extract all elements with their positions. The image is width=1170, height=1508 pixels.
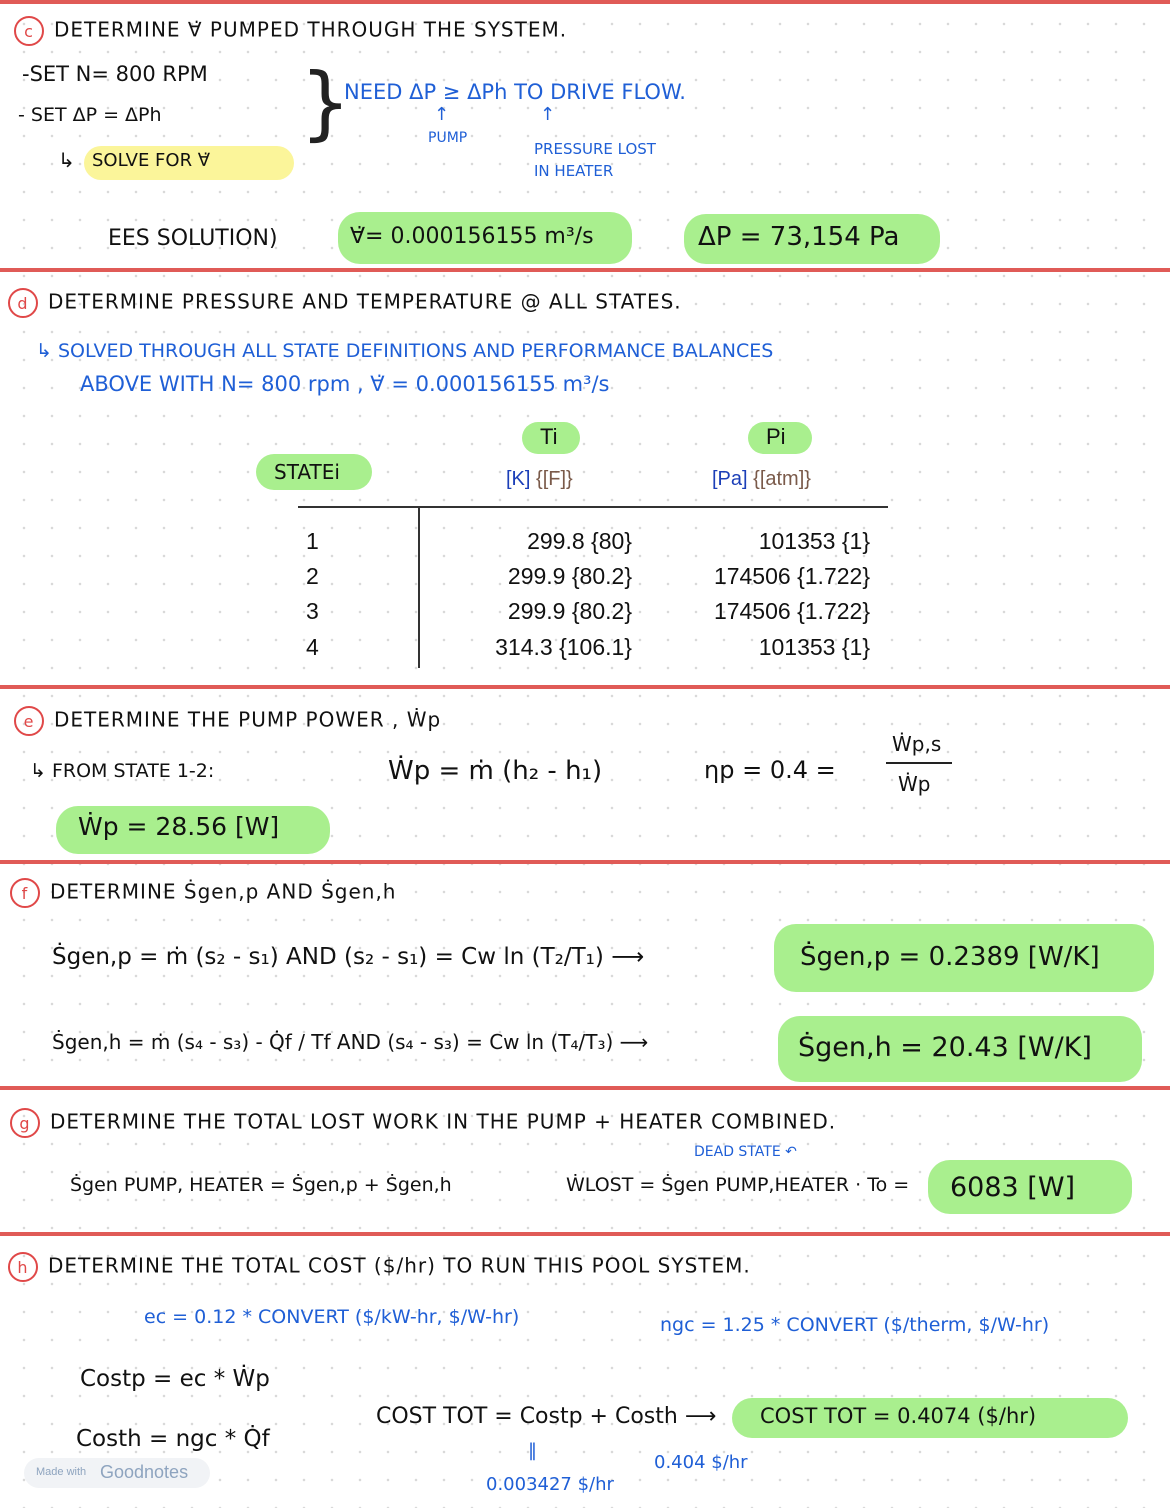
section-c-line1: -SET N= 800 RPM [22,62,208,86]
section-e-marker: e [14,706,44,736]
table-column-rule [418,508,420,668]
lost-work-result: 6083 [W] [950,1172,1076,1203]
section-h-marker: h [8,1252,38,1282]
efficiency-denominator: Ẇp [898,772,931,796]
goodnotes-watermark [24,1458,210,1488]
efficiency-fraction-bar [886,762,952,764]
section-d-marker: d [8,288,38,318]
table-row-4-temp: 314.3 {106.1} [495,634,632,660]
p-units-atm: {[atm]} [753,468,811,490]
section-e-title-text: DETERMINE THE PUMP POWER , Ẇp [54,707,442,732]
section-c-title-text: DETERMINE ∀̇ PUMPED THROUGH THE SYSTEM. [54,17,568,42]
delta-p-result: ΔP = 73,154 Pa [698,222,900,252]
page-top-rule [0,0,1170,4]
loss-label: PRESSURE LOST [534,140,656,158]
section-divider-gh [0,1232,1170,1236]
watermark-made-with: Made with [36,1466,87,1478]
cost-heater-equation: Costh = ngc * Q̇f [76,1426,270,1452]
section-divider-de [0,685,1170,689]
section-h-title-text: DETERMINE THE TOTAL COST ($/hr) TO RUN THIS POOL SYSTEM. [48,1253,751,1278]
pump-power-equation: Ẇp = ṁ (h₂ - h₁) [388,756,603,786]
curly-brace: } [300,56,351,149]
pump-arrow: ↑ [434,104,450,125]
section-g-title [10,1108,836,1138]
section-d-title-text: DETERMINE PRESSURE AND TEMPERATURE @ ALL STATES. [48,289,682,314]
table-row-3-pressure: 174506 {1.722} [713,598,870,624]
table-row-4-pressure: 101353 {1} [758,634,870,660]
volume-flow-result: ∀̇= 0.000156155 m³/s [350,224,594,249]
entropy-pump-equation: Ṡgen,p = ṁ (s₂ - s₁) AND (s₂ - s₁) = Cw ln (T₂/T₁) ⟶ [52,944,645,970]
efficiency-numerator: Ẇp,s [892,732,942,756]
table-row-2-pressure: 174506 {1.722} [713,563,870,589]
cost-heater-value: 0.404 $/hr [654,1452,748,1473]
state-header: STATEi [274,460,340,484]
section-f-marker: f [10,878,40,908]
table-row-1-pressure: 101353 {1} [758,528,870,554]
section-g-title-text: DETERMINE THE TOTAL LOST WORK IN THE PUMP + HEATER COMBINED. [50,1109,837,1134]
pump-power-result: Ẇp = 28.56 [W] [78,812,280,841]
table-row-2-temp: 299.9 {80.2} [507,563,632,589]
section-f-title-text: DETERMINE Ṡgen,p AND Ṡgen,h [50,879,397,904]
entropy-heater-equation: Ṡgen,h = ṁ (s₄ - s₃) - Q̇f / Tf AND (s₄ - s₃) = Cw ln (T₄/T₃) ⟶ [52,1030,649,1054]
lost-work-equation: ẆLOST = Ṡgen PUMP,HEATER · To = [566,1174,910,1196]
section-c-line3: SOLVE FOR ∀̇ [92,150,211,171]
ees-solution-label: EES SOLUTION) [108,226,278,251]
p-header: Pi [766,424,786,449]
p-units [712,468,811,491]
section-c-line2: - SET ΔP = ΔPh [18,104,162,126]
cost-pump-equals-mark: ‖ [528,1440,537,1461]
table-row-1-temp: 299.8 {80} [527,528,632,554]
table-row-4-state: 4 [306,634,319,660]
section-d-title [8,288,682,318]
section-c-marker: c [14,16,44,46]
dead-state-note: DEAD STATE ↶ [694,1144,797,1160]
loss-arrow: ↑ [540,104,556,125]
loss-label-2: IN HEATER [534,162,614,180]
gas-cost-def: ngc = 1.25 * CONVERT ($/therm, $/W-hr) [660,1314,1050,1336]
electricity-cost-def: ec = 0.12 * CONVERT ($/kW-hr, $/W-hr) [144,1306,520,1328]
section-divider-fg [0,1086,1170,1090]
cost-pump-value: 0.003427 $/hr [486,1474,614,1495]
t-units [506,468,573,491]
pump-label: PUMP [428,130,468,146]
cost-total-result: COST TOT = 0.4074 ($/hr) [760,1404,1037,1428]
p-units-pascal: [Pa] [712,468,748,490]
section-f-title [10,878,396,908]
table-header-rule [298,506,888,508]
need-statement: NEED ΔP ≥ ΔPh TO DRIVE FLOW. [344,80,686,104]
table-row-3-state: 3 [306,598,319,624]
section-g-marker: g [10,1108,40,1138]
section-c-line3-arrow: ↳ [58,148,75,172]
section-h-title [8,1252,751,1282]
efficiency-equation: ηp = 0.4 = [704,756,836,784]
section-d-note1: ↳ SOLVED THROUGH ALL STATE DEFINITIONS AND PERFORMANCE BALANCES [36,340,774,362]
t-units-fahrenheit: {[F]} [536,468,573,490]
t-units-kelvin: [K] [506,468,531,490]
section-divider-cd [0,268,1170,272]
section-d-note2: ABOVE WITH N= 800 rpm , ∀̇ = 0.000156155 m³/s [80,372,610,396]
entropy-pump-result: Ṡgen,p = 0.2389 [W/K] [800,942,1100,972]
cost-total-equation: COST TOT = Costp + Costh ⟶ [376,1404,717,1429]
entropy-heater-result: Ṡgen,h = 20.43 [W/K] [798,1032,1092,1063]
entropy-total-equation: Ṡgen PUMP, HEATER = Ṡgen,p + Ṡgen,h [70,1174,452,1196]
table-row-1-state: 1 [306,528,319,554]
section-divider-ef [0,860,1170,864]
table-row-3-temp: 299.9 {80.2} [507,598,632,624]
t-header: Ti [540,424,558,449]
table-row-2-state: 2 [306,563,319,589]
watermark-brand: Goodnotes [100,1462,189,1482]
cost-pump-equation: Costp = ec * Ẇp [80,1366,270,1392]
section-e-title [14,706,441,736]
section-c-title [14,16,567,46]
section-e-from: ↳ FROM STATE 1-2: [30,760,215,782]
